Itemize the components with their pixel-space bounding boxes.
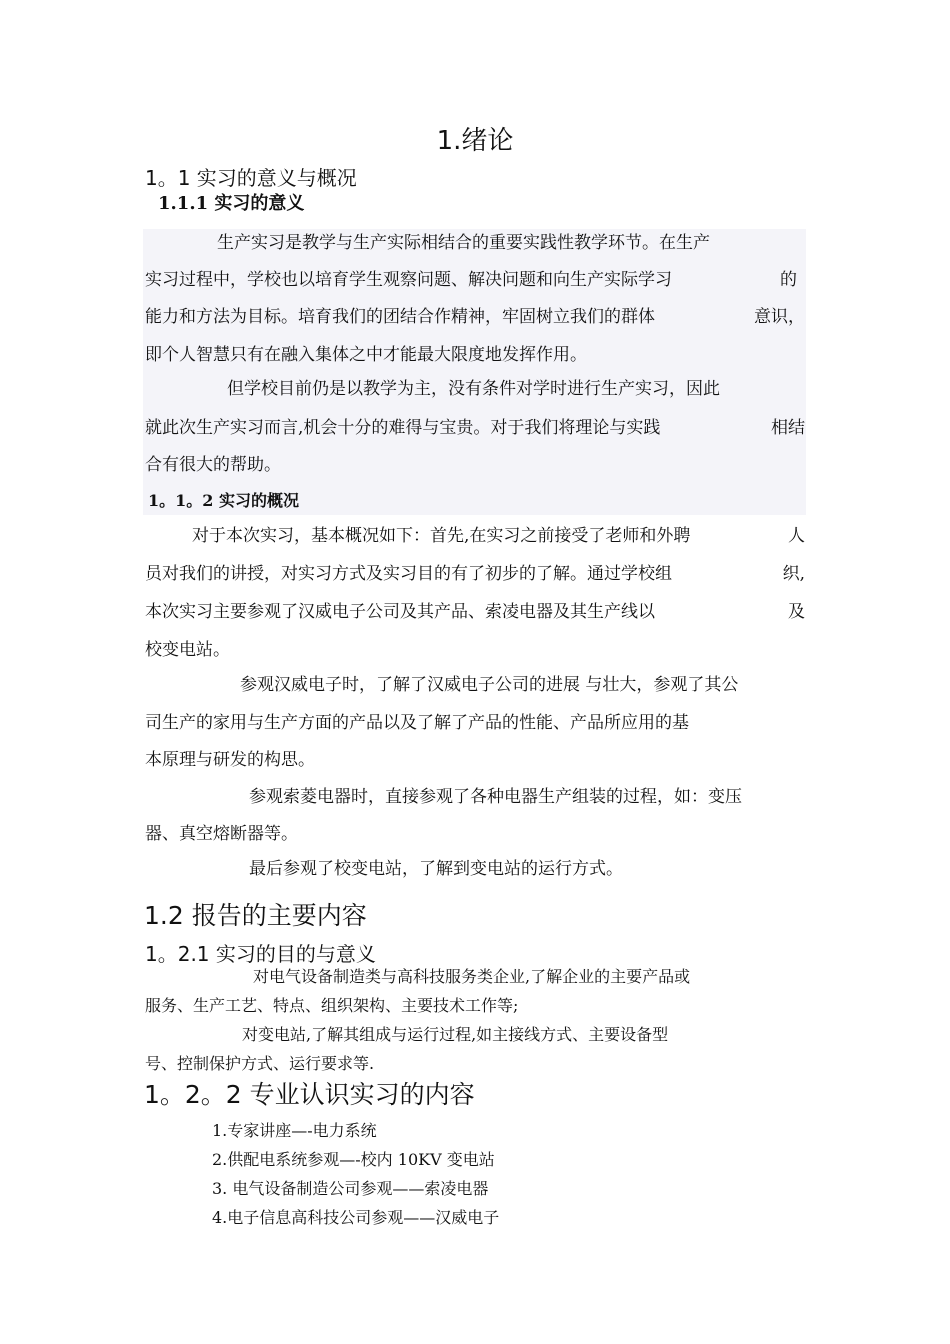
paragraph-line: 就此次生产实习而言,机会十分的难得与宝贵。对于我们将理论与实践 相结: [145, 418, 805, 438]
paragraph-line: 合有很大的帮助。: [145, 455, 281, 475]
list-item: 3. 电气设备制造公司参观——索凌电器: [212, 1179, 489, 1198]
section-1-1-2-heading: 1。1。2 实习的概况: [148, 491, 299, 510]
paragraph-line: 员对我们的讲授，对实习方式及实习目的有了初步的了解。通过学校组 织,: [145, 564, 805, 584]
paragraph-line: 对电气设备制造类与高科技服务类企业,了解企业的主要产品或: [253, 967, 691, 986]
page-title: 1.绪论: [436, 126, 514, 156]
paragraph-line: 服务、生产工艺、特点、组织架构、主要技术工作等;: [145, 996, 519, 1015]
section-1-1-1-heading: 1.1.1 实习的意义: [158, 193, 305, 214]
paragraph-line: 校变电站。: [145, 640, 230, 660]
paragraph-line: 能力和方法为目标。培育我们的团结合作精神，牢固树立我们的群体 意识，: [145, 307, 805, 327]
paragraph-line: 号、控制保护方式、运行要求等.: [145, 1054, 375, 1073]
paragraph-line: 但学校目前仍是以教学为主，没有条件对学时进行生产实习，因此: [227, 379, 720, 399]
paragraph-line: 对于本次实习，基本概况如下：首先,在实习之前接受了老师和外聘 人: [192, 526, 805, 546]
paragraph-line: 本原理与研发的构思。: [145, 750, 315, 770]
paragraph-line: 生产实习是教学与生产实际相结合的重要实践性教学环节。在生产: [217, 233, 710, 253]
paragraph-line: 即个人智慧只有在融入集体之中才能最大限度地发挥作用。: [145, 345, 587, 365]
list-item: 4.电子信息高科技公司参观——汉威电子: [212, 1208, 500, 1227]
paragraph-line: 参观索菱电器时，直接参观了各种电器生产组装的过程，如：变压: [249, 787, 742, 807]
list-item: 1.专家讲座—-电力系统: [212, 1121, 377, 1140]
paragraph-line: 参观汉威电子时，了解了汉威电子公司的进展 与壮大，参观了其公: [240, 675, 739, 695]
section-1-2-heading: 1.2 报告的主要内容: [144, 901, 367, 930]
paragraph-line: 对变电站,了解其组成与运行过程,如主接线方式、主要设备型: [242, 1025, 669, 1044]
paragraph-line: 实习过程中，学校也以培育学生观察问题、解决问题和向生产实际学习 的: [145, 270, 797, 290]
section-1-2-2-heading: 1。2。2 专业认识实习的内容: [144, 1080, 475, 1109]
section-1-2-1-heading: 1。2.1 实习的目的与意义: [145, 942, 376, 966]
paragraph-line: 本次实习主要参观了汉威电子公司及其产品、索凌电器及其生产线以 及: [145, 602, 805, 622]
section-1-1-heading: 1。1 实习的意义与概况: [145, 166, 357, 190]
paragraph-line: 最后参观了校变电站，了解到变电站的运行方式。: [249, 859, 623, 879]
paragraph-line: 器、真空熔断器等。: [145, 824, 298, 844]
paragraph-line: 司生产的家用与生产方面的产品以及了解了产品的性能、产品所应用的基: [145, 713, 689, 733]
list-item: 2.供配电系统参观—-校内 10KV 变电站: [212, 1150, 495, 1169]
